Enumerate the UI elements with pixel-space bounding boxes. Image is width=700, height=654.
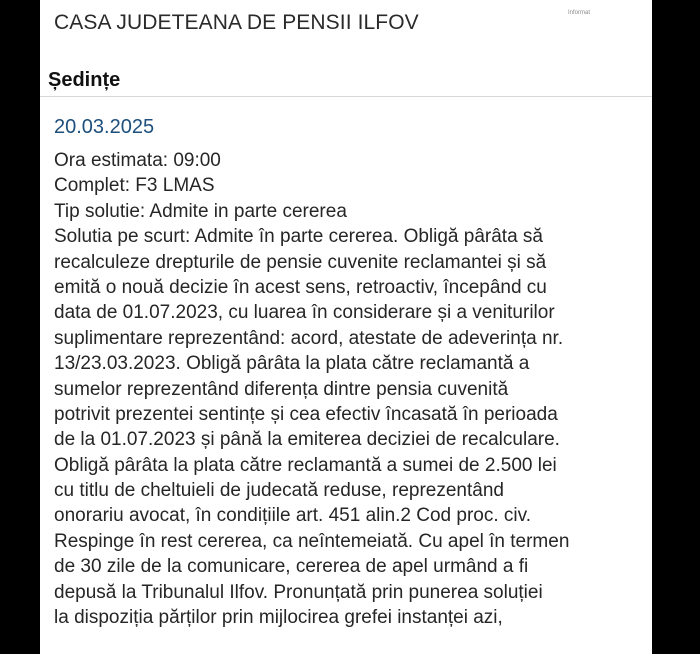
solution-summary-line: cu titlu de cheltuieli de judecată reduse, reprezentând [54, 480, 504, 502]
solution-summary-line: la dispoziția părților prin mijlocirea grefei instanței azi, [54, 607, 503, 629]
solution-summary-line: data de 01.07.2023, cu luarea în considerare și a veniturilor [54, 302, 555, 324]
document-page [40, 0, 652, 654]
solution-summary-line: sumelor reprezentând diferența dintre pensia cuvenită [54, 378, 509, 400]
solution-summary-line: suplimentare reprezentând: acord, atestate de adeverința nr. [54, 327, 564, 349]
solution-summary-line: Obligă pârâta la plata către reclamantă a sumei de 2.500 lei [54, 454, 557, 476]
solution-summary-line: depusă la Tribunalul Ilfov. Pronunțată prin punerea soluției [54, 581, 543, 603]
detail-line-time: Ora estimata: 09:00 [54, 150, 221, 171]
divider [40, 96, 652, 97]
solution-summary-line: recalculeze drepturile de pensie cuvenite reclamantei și să [54, 251, 547, 273]
solution-summary-line: potrivit prezentei sentințe și cea efectiv încasată în perioada [54, 403, 558, 425]
detail-line-panel: Complet: F3 LMAS [54, 175, 215, 197]
solution-summary-line: Solutia pe scurt: Admite în parte cererea. Obligă pârâta să [54, 226, 543, 248]
detail-line-solution-type: Tip solutie: Admite in parte cererea [54, 200, 347, 222]
solution-summary-line: emită o nouă decizie în acest sens, retroactiv, începând cu [54, 276, 547, 298]
solution-summary-line: onorariu avocat, în condițiile art. 451 alin.2 Cod proc. civ. [54, 505, 532, 527]
informat-tag: Informat [568, 10, 591, 16]
solution-summary-line: Respinge în rest cererea, ca neîntemeiată. Cu apel în termen [54, 530, 570, 552]
solution-summary-line: 13/23.03.2023. Obligă pârâta la plata către reclamantă a [54, 353, 530, 375]
solution-summary-line: de 30 zile de la comunicare, cererea de apel urmând a fi [54, 556, 529, 578]
solution-summary-line: de la 01.07.2023 și până la emiterea deciziei de recalculare. [54, 429, 560, 451]
institution-title: CASA JUDETEANA DE PENSII ILFOV [54, 11, 419, 34]
session-details [54, 148, 652, 630]
section-title: Ședințe [48, 69, 121, 91]
session-date: 20.03.2025 [54, 116, 155, 138]
